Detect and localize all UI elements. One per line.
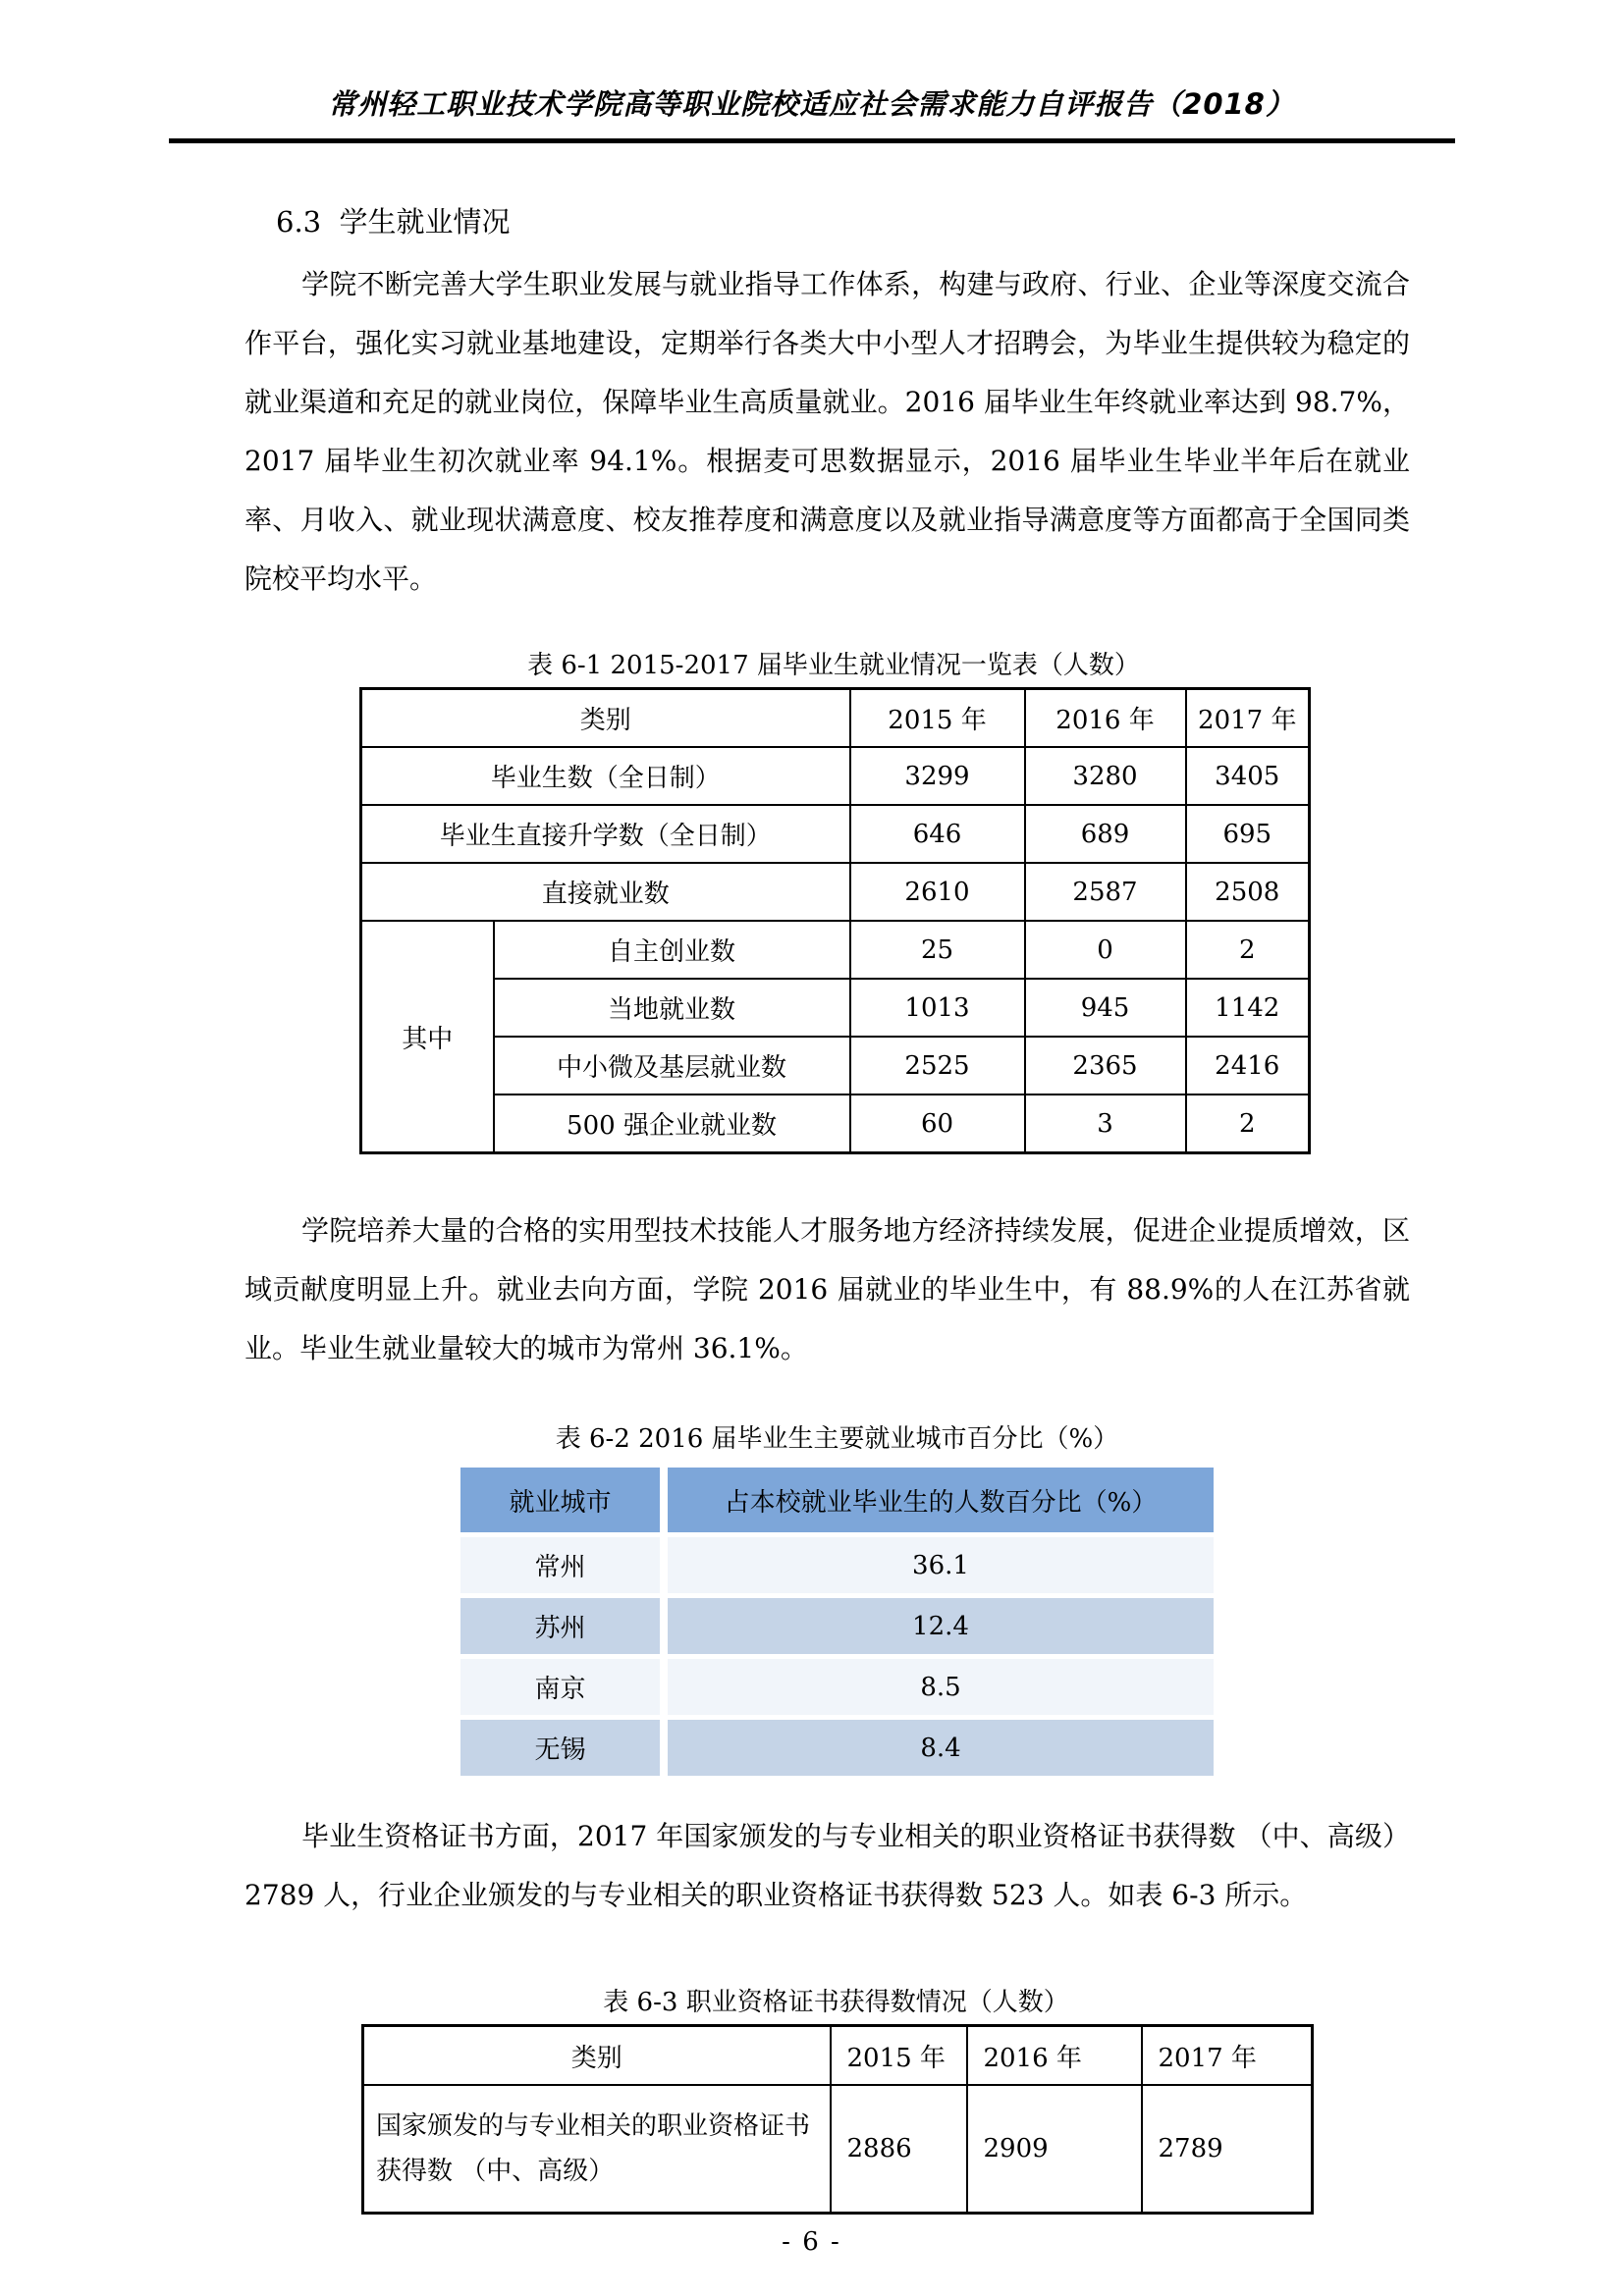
para-certificates: 毕业生资格证书方面，2017 年国家颁发的与专业相关的职业资格证书获得数 （中、高级）2789 人，行业企业颁发的与专业相关的职业资格证书获得数 523 人。如表 6-3 所示。 bbox=[244, 1820, 1410, 1911]
table-row bbox=[361, 805, 1310, 863]
year-header-cell: 2016 年 bbox=[967, 2026, 1142, 2086]
value-cell: 2525 bbox=[850, 1037, 1025, 1095]
percent-cell: 8.4 bbox=[668, 1720, 1214, 1776]
row-label-cell: 中小微及基层就业数 bbox=[494, 1037, 850, 1095]
city-header-cell: 就业城市 bbox=[460, 1468, 660, 1532]
value-cell: 646 bbox=[850, 805, 1025, 863]
value-cell: 2365 bbox=[1025, 1037, 1186, 1095]
row-label-cell: 直接就业数 bbox=[361, 863, 850, 921]
table-row bbox=[361, 921, 1310, 979]
value-cell: 695 bbox=[1186, 805, 1310, 863]
group-label-cell: 其中 bbox=[361, 921, 494, 1153]
table-row bbox=[361, 1037, 1310, 1095]
year-header-cell: 2015 年 bbox=[850, 689, 1025, 748]
table-row bbox=[361, 863, 1310, 921]
value-cell: 945 bbox=[1025, 979, 1186, 1037]
value-cell: 3405 bbox=[1186, 747, 1310, 805]
value-cell: 3299 bbox=[850, 747, 1025, 805]
value-cell: 2789 bbox=[1142, 2085, 1313, 2214]
value-cell: 2909 bbox=[967, 2085, 1142, 2214]
city-cell: 南京 bbox=[460, 1659, 660, 1715]
value-cell: 2886 bbox=[831, 2085, 967, 2214]
table-header-row bbox=[460, 1468, 1214, 1532]
value-cell: 2587 bbox=[1025, 863, 1186, 921]
value-cell: 3 bbox=[1025, 1095, 1186, 1153]
table-6-2 bbox=[453, 1463, 1221, 1781]
year-header-cell: 2015 年 bbox=[831, 2026, 967, 2086]
header-divider bbox=[169, 138, 1455, 143]
table-row bbox=[460, 1537, 1214, 1593]
year-header-cell: 2016 年 bbox=[1025, 689, 1186, 748]
city-cell: 苏州 bbox=[460, 1598, 660, 1654]
row-label-cell: 国家颁发的与专业相关的职业资格证书获得数 （中、高级） bbox=[363, 2085, 831, 2214]
category-header-cell: 类别 bbox=[363, 2026, 831, 2086]
table-row bbox=[361, 1095, 1310, 1153]
value-cell: 689 bbox=[1025, 805, 1186, 863]
value-cell: 2416 bbox=[1186, 1037, 1310, 1095]
row-label-cell: 500 强企业就业数 bbox=[494, 1095, 850, 1153]
page-number: - 6 - bbox=[782, 2227, 841, 2257]
row-label-cell: 毕业生直接升学数（全日制） bbox=[361, 805, 850, 863]
row-label-cell: 毕业生数（全日制） bbox=[361, 747, 850, 805]
value-cell: 2 bbox=[1186, 921, 1310, 979]
table-row bbox=[460, 1720, 1214, 1776]
para-talent-contribution: 学院培养大量的合格的实用型技术技能人才服务地方经济持续发展，促进企业提质增效，区域贡献度明显上升。就业去向方面，学院 2016 届就业的毕业生中，有 88.9%的人在江苏省就业。毕业生就业量较大的城市为常州 36.1%。 bbox=[244, 1214, 1410, 1364]
year-header-cell: 2017 年 bbox=[1186, 689, 1310, 748]
value-cell: 0 bbox=[1025, 921, 1186, 979]
table-6-3 bbox=[361, 2024, 1314, 2215]
section-heading: 6.3 学生就业情况 bbox=[276, 205, 511, 239]
para-employment-overview: 学院不断完善大学生职业发展与就业指导工作体系，构建与政府、行业、企业等深度交流合作平台，强化实习就业基地建设，定期举行各类大中小型人才招聘会，为毕业生提供较为稳定的就业渠道和充足的就业岗位，保障毕业生高质量就业。2016 届毕业生年终就业率达到 98.7%，2017 届毕业生初次就业率 94.1%。根据麦可思数据显示，2016 届毕业生毕业半年后在就业率、月收入、就业现状满意度、校友推荐度和满意度以及就业指导满意度等方面都高于全国同类院校平均水平。 bbox=[244, 268, 1410, 595]
table-header-row bbox=[363, 2026, 1313, 2086]
table-6-2-caption: 表 6-2 2016 届毕业生主要就业城市百分比（%） bbox=[555, 1424, 1119, 1454]
table-row bbox=[361, 979, 1310, 1037]
table-header-row bbox=[361, 689, 1310, 748]
value-cell: 2 bbox=[1186, 1095, 1310, 1153]
value-cell: 60 bbox=[850, 1095, 1025, 1153]
table-6-1 bbox=[359, 687, 1311, 1154]
row-label-cell: 自主创业数 bbox=[494, 921, 850, 979]
table-6-1-caption: 表 6-1 2015-2017 届毕业生就业情况一览表（人数） bbox=[527, 651, 1140, 680]
category-header-cell: 类别 bbox=[361, 689, 850, 748]
table-row bbox=[363, 2085, 1313, 2214]
city-cell: 常州 bbox=[460, 1537, 660, 1593]
value-cell: 2508 bbox=[1186, 863, 1310, 921]
value-cell: 3280 bbox=[1025, 747, 1186, 805]
table-row bbox=[361, 747, 1310, 805]
table-row bbox=[460, 1659, 1214, 1715]
percent-cell: 36.1 bbox=[668, 1537, 1214, 1593]
percent-cell: 12.4 bbox=[668, 1598, 1214, 1654]
year-header-cell: 2017 年 bbox=[1142, 2026, 1313, 2086]
value-cell: 2610 bbox=[850, 863, 1025, 921]
row-label-cell: 当地就业数 bbox=[494, 979, 850, 1037]
percent-cell: 8.5 bbox=[668, 1659, 1214, 1715]
table-row bbox=[460, 1598, 1214, 1654]
value-cell: 1013 bbox=[850, 979, 1025, 1037]
city-cell: 无锡 bbox=[460, 1720, 660, 1776]
value-cell: 1142 bbox=[1186, 979, 1310, 1037]
table-6-3-caption: 表 6-3 职业资格证书获得数情况（人数） bbox=[603, 1988, 1069, 2017]
percent-header-cell: 占本校就业毕业生的人数百分比（%） bbox=[668, 1468, 1214, 1532]
report-header-title: 常州轻工职业技术学院高等职业院校适应社会需求能力自评报告（2018） bbox=[328, 87, 1295, 121]
value-cell: 25 bbox=[850, 921, 1025, 979]
